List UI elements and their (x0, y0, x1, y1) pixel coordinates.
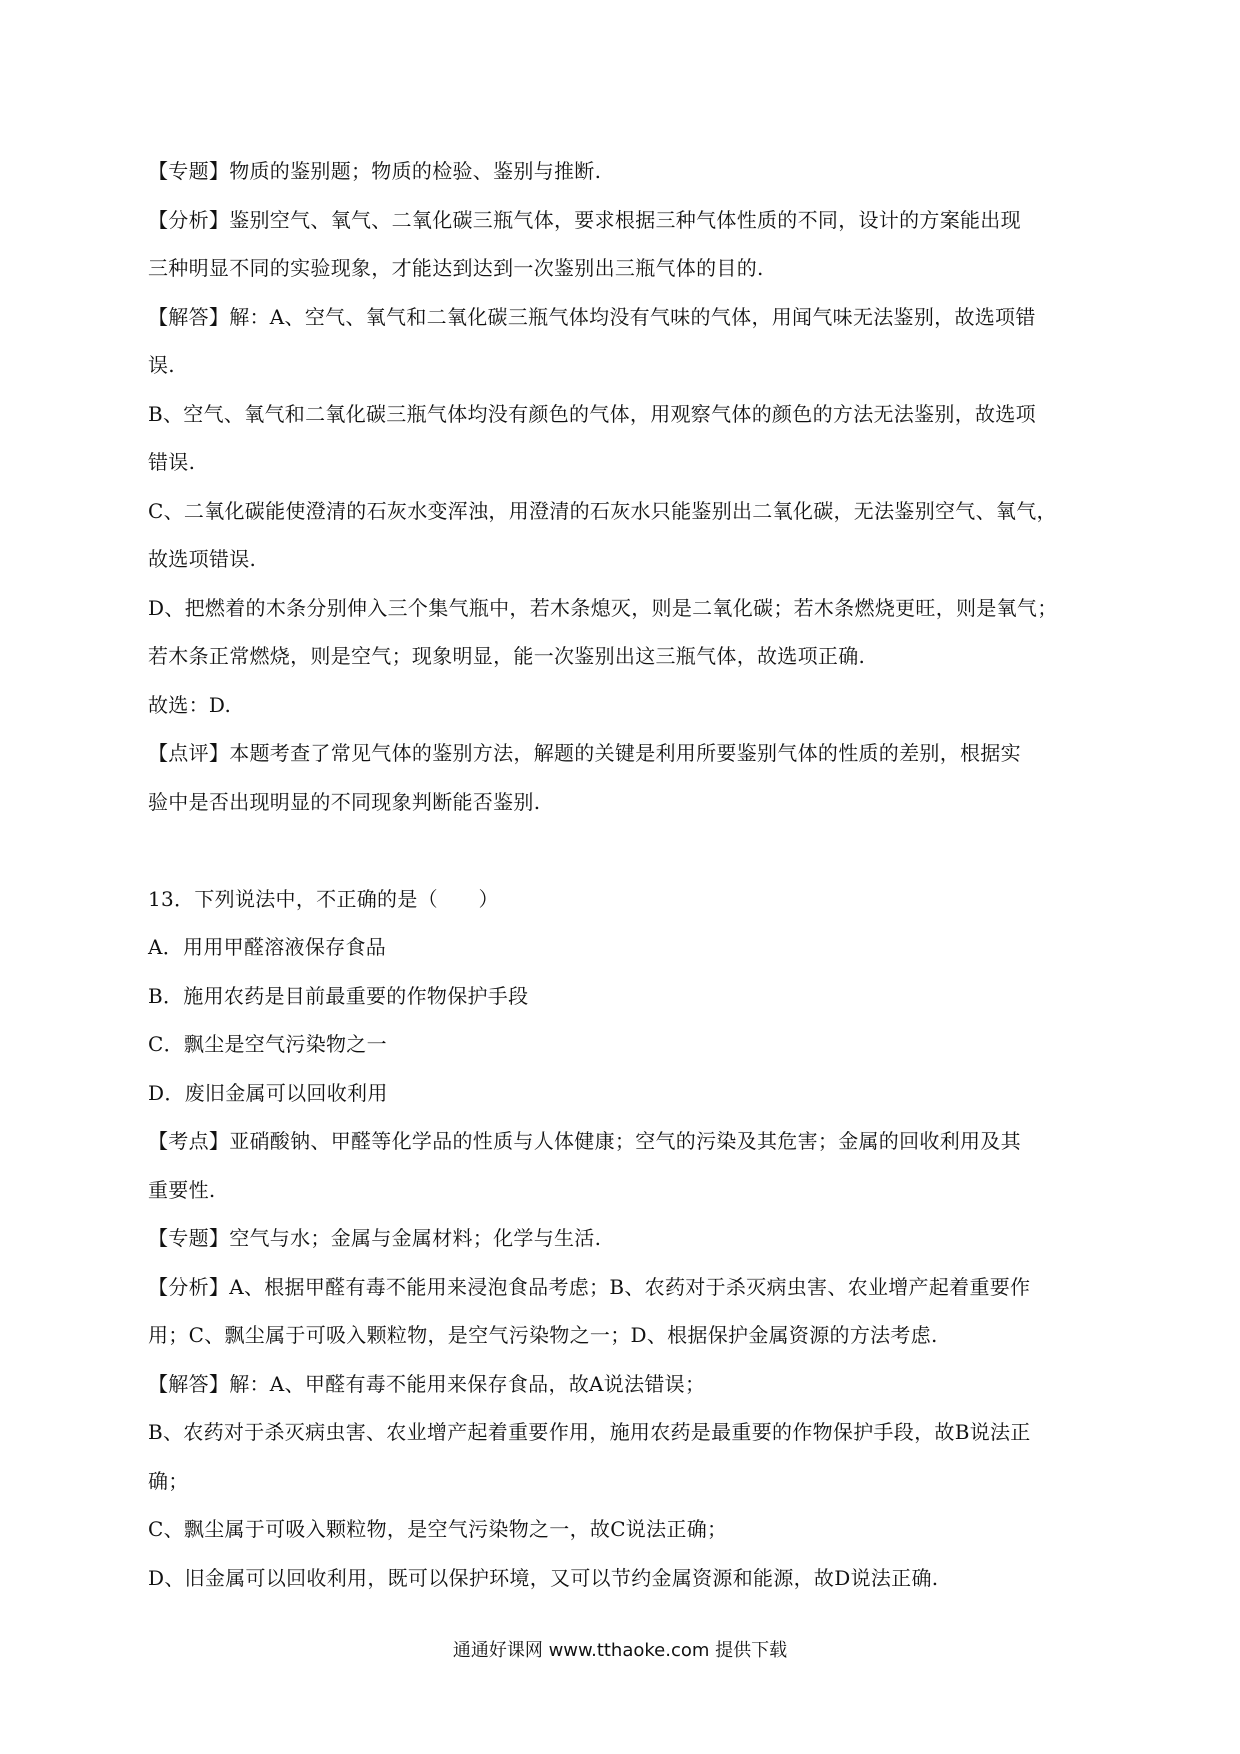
text-line: 用；C、飘尘属于可吸入颗粒物，是空气污染物之一；D、根据保护金属资源的方法考虑. (148, 1323, 938, 1347)
text-line: C、飘尘属于可吸入颗粒物，是空气污染物之一，故C说法正确； (148, 1517, 728, 1541)
text-line: 故选项错误. (148, 547, 257, 571)
option-b: B．施用农药是目前最重要的作物保护手段 (148, 984, 529, 1008)
text-line: 误. (148, 353, 175, 377)
text-line: C、二氧化碳能使澄清的石灰水变浑浊，用澄清的石灰水只能鉴别出二氧化碳，无法鉴别空气、氧气， (148, 499, 1057, 523)
footer-watermark: 通通好课网 www.tthaoke.com 提供下载 (452, 1640, 788, 1661)
text-line: 【分析】A、根据甲醛有毒不能用来浸泡食品考虑；B、农药对于杀灭病虫害、农业增产起着重要作 (148, 1275, 1031, 1299)
text-line: 【分析】鉴别空气、氧气、二氧化碳三瓶气体，要求根据三种气体性质的不同，设计的方案能出现 (148, 208, 1021, 232)
text-line: 重要性. (148, 1178, 216, 1202)
text-line: 三种明显不同的实验现象，才能达到达到一次鉴别出三瓶气体的目的. (148, 256, 764, 280)
text-line: 【专题】空气与水；金属与金属材料；化学与生活. (148, 1226, 602, 1250)
text-line: 【考点】亚硝酸钠、甲醛等化学品的性质与人体健康；空气的污染及其危害；金属的回收利用及其 (148, 1129, 1021, 1153)
text-line: D、把燃着的木条分别伸入三个集气瓶中，若木条熄灭，则是二氧化碳；若木条燃烧更旺，则是氧气； (148, 596, 1058, 620)
text-line: 【解答】解：A、空气、氧气和二氧化碳三瓶气体均没有气味的气体，用闻气味无法鉴别，故选项错 (148, 305, 1036, 329)
text-line: 错误. (148, 450, 196, 474)
option-d: D．废旧金属可以回收利用 (148, 1081, 388, 1105)
text-line: 【解答】解：A、甲醛有毒不能用来保存食品，故A说法错误； (148, 1372, 706, 1396)
option-c: C．飘尘是空气污染物之一 (148, 1032, 387, 1056)
text-line: 故选：D. (148, 693, 232, 717)
text-line: D、旧金属可以回收利用，既可以保护环境，又可以节约金属资源和能源，故D说法正确. (148, 1566, 939, 1590)
text-line: 【点评】本题考查了常见气体的鉴别方法，解题的关键是利用所要鉴别气体的性质的差别，根据实 (148, 741, 1021, 765)
text-line: B、农药对于杀灭病虫害、农业增产起着重要作用，施用农药是最重要的作物保护手段，故B说法正 (148, 1420, 1031, 1444)
question-title: 13．下列说法中，不正确的是（ ） (148, 887, 499, 911)
text-line: B、空气、氧气和二氧化碳三瓶气体均没有颜色的气体，用观察气体的颜色的方法无法鉴别，故选项 (148, 402, 1036, 426)
text-line: 确； (148, 1469, 189, 1493)
text-line: 若木条正常燃烧，则是空气；现象明显，能一次鉴别出这三瓶气体，故选项正确. (148, 644, 866, 668)
option-a: A．用用甲醛溶液保存食品 (148, 935, 387, 959)
text-line: 验中是否出现明显的不同现象判断能否鉴别. (148, 790, 541, 814)
text-line: 【专题】物质的鉴别题；物质的检验、鉴别与推断. (148, 159, 602, 183)
